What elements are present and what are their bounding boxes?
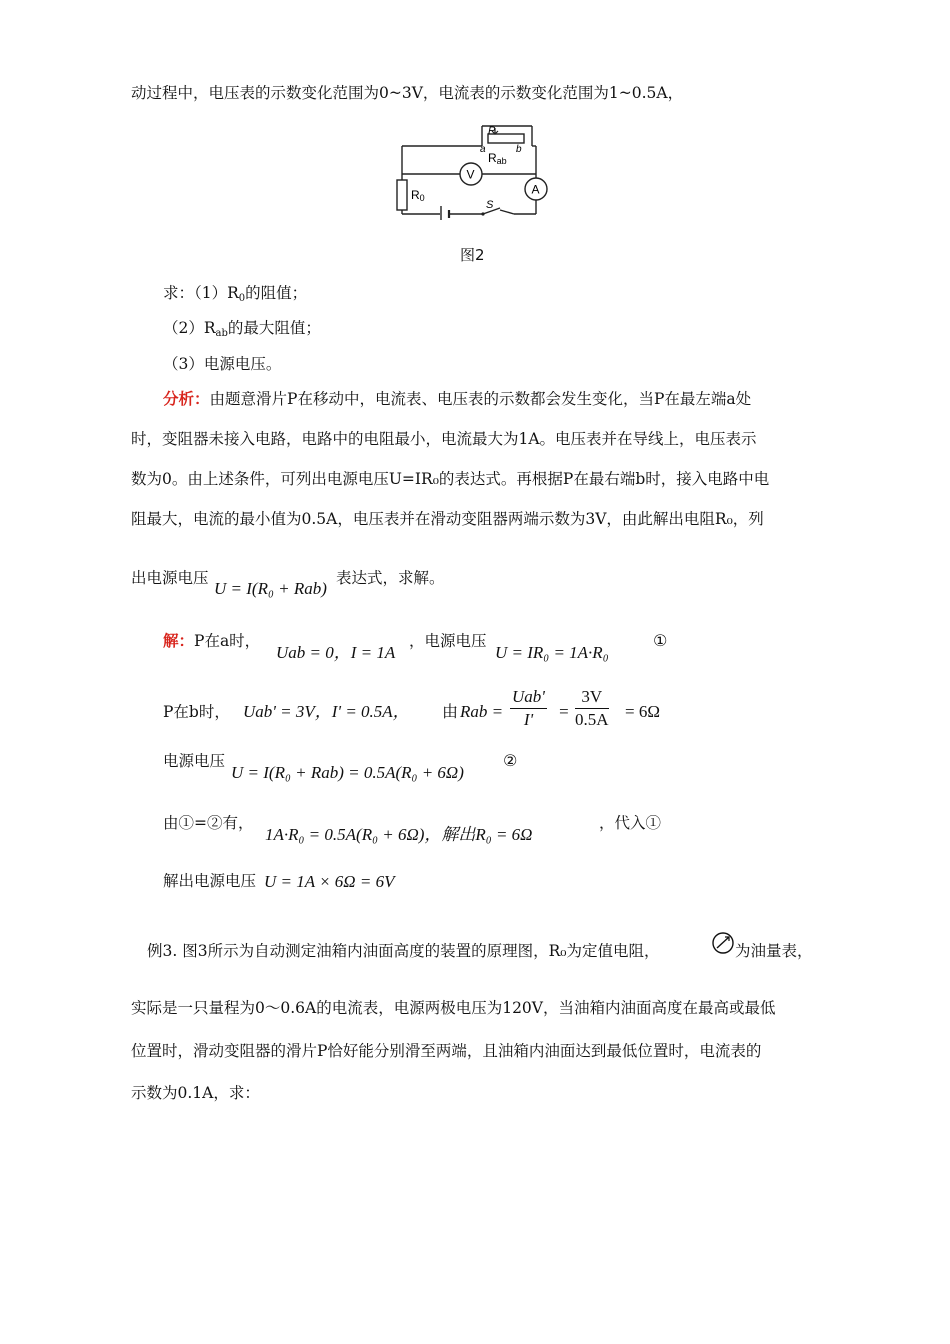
solution-line-3: 电源电压 <box>163 752 226 770</box>
resistor-r0 <box>397 180 407 210</box>
example3-line-4: 示数为0.1A，求： <box>131 1084 260 1102</box>
label-p: P <box>488 125 496 137</box>
solution-line-2: P在b时， <box>163 703 230 721</box>
example3-line-1: 例3. 图3所示为自动测定油箱内油面高度的装置的原理图，R₀为定值电阻， <box>147 942 660 960</box>
analysis-line-5-suffix: 表达式，求解。 <box>336 569 445 587</box>
label-rab: Rab <box>488 151 507 166</box>
solution-2-result: = 6Ω <box>625 702 660 721</box>
solution-1-formula-b: U = IR₀ = 1A·R₀ <box>495 643 609 662</box>
solution-2-eq: = <box>558 702 570 721</box>
solution-2-you: 由 <box>442 702 459 721</box>
example3-line-2: 实际是一只量程为0～0.6A的电流表，电源两极电压为120V，当油箱内油面高度在最高或最低 <box>131 999 776 1017</box>
solution-4-suffix: ，代入① <box>599 814 662 832</box>
label-b: b <box>516 144 522 155</box>
ammeter-label: A <box>531 182 540 197</box>
label-r0: R0 <box>411 188 425 203</box>
question-2: $(2)R_{ab}$的最大阻值； <box>163 319 321 339</box>
voltmeter-label: V <box>466 167 475 182</box>
analysis-line-3: 数为0。由上述条件，可列出电源电压U=IR₀的表达式。再根据P在最右端b时，接入电路中电 <box>131 470 770 488</box>
solution-4-formula: 1A·R₀ = 0.5A(R₀ + 6Ω)，解出R₀ = 6Ω <box>265 825 533 844</box>
solution-3-formula: U = I(R₀ + Rab) = 0.5A(R₀ + 6Ω) <box>231 763 464 782</box>
solution-2-formula-b: Rab = <box>460 702 504 721</box>
analysis-line-5: 出电源电压 <box>131 569 209 587</box>
solution-line-1: 解：P在a时， <box>163 631 261 650</box>
solution-line-4: 由①=②有， <box>163 814 254 832</box>
analysis-line-1: 分析：由题意滑片P在移动中，电流表、电压表的示数都会发生变化，当P在最左端a处 <box>163 389 752 408</box>
solution-1-mark: ① <box>653 631 668 650</box>
solution-3-mark: ② <box>503 751 518 770</box>
solution-2-fraction-2: $\frac{3V}{0.5A}$ <box>575 687 609 729</box>
solution-1-formula-a: Uab = 0，I = 1A <box>276 643 396 662</box>
analysis-label: 分析： <box>163 389 210 408</box>
question-3: （3）电源电压。 <box>163 355 282 373</box>
solution-2-fraction-1: $\frac{\text{Uab'}}{I'}$ <box>512 687 545 729</box>
analysis-line-4: 阻最大，电流的最小值为0.5A，电压表并在滑动变阻器两端示数为3V，由此解出电阻R₀，列 <box>131 510 764 528</box>
label-s: S <box>486 199 494 211</box>
label-a: a <box>480 144 486 155</box>
solution-1-mid: ，电源电压 <box>409 632 487 650</box>
analysis-formula: U = I(R₀ + Rab) <box>214 579 327 598</box>
analysis-line-2: 时，变阻器未接入电路，电路中的电阻最小，电流最大为1A。电压表并在导线上，电压表示 <box>131 430 757 448</box>
circuit-diagram <box>392 120 552 220</box>
figure-caption: 图2 <box>460 246 485 264</box>
fuel-gauge-icon <box>711 931 735 955</box>
example3-line-1-suffix: 为油量表， <box>735 942 813 960</box>
solution-2-formula-a: Uab' = 3V，I' = 0.5A， <box>243 702 410 721</box>
example3-line-3: 位置时，滑动变阻器的滑片P恰好能分别滑至两端，且油箱内油面达到最低位置时，电流表的 <box>131 1042 762 1060</box>
solution-line-5: 解出电源电压 <box>163 872 257 890</box>
intro-line: 动过程中，电压表的示数变化范围为0~3V，电流表的示数变化范围为1~0.5A， <box>131 84 684 102</box>
question-1: 求：$(1)R_0$的阻值； <box>163 284 308 304</box>
solution-label: 解： <box>163 631 195 650</box>
solution-5-formula: U = 1A × 6Ω = 6V <box>264 872 395 891</box>
